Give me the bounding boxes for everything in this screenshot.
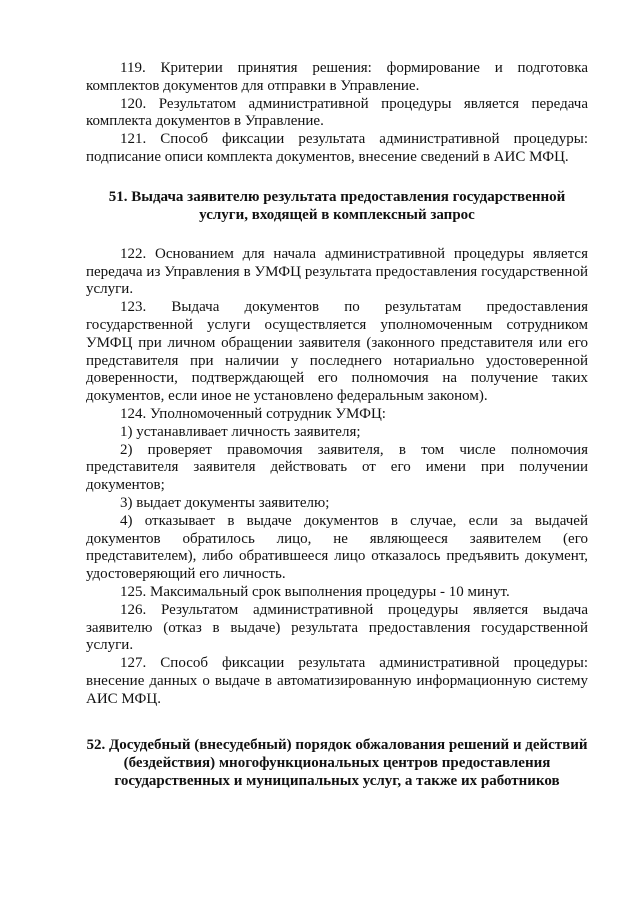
paragraph-124: 124. Уполномоченный сотрудник УМФЦ: xyxy=(120,405,386,422)
paragraph-119: 119. Критерии принятия решения: формирование и подготовка комплектов документов для отправки в Управление. xyxy=(86,60,588,94)
list-item-1: 1) устанавливает личность заявителя; xyxy=(120,423,361,440)
paragraph-122: 122. Основанием для начала административной процедуры является передача из Управления в УМФЦ результата предоставления государственной услуги. xyxy=(86,245,588,298)
paragraph-127: 127. Способ фиксации результата административной процедуры: внесение данных о выдаче в автоматизированную информационную систему АИС МФЦ. xyxy=(86,655,588,707)
paragraph-123: 123. Выдача документов по результатам предоставления государственной услуги осуществляется уполномоченным сотрудником УМФЦ при личном обращении заявителя (законного представителя или его представителя при наличии у последнего нотариально удостоверенной доверенности, подтверждающей его полномочия на получение таких документов, если иное не установлено федеральным законом). xyxy=(86,299,588,405)
paragraph-120: 120. Результатом административной процедуры является передача комплекта документов в Управление. xyxy=(86,95,588,130)
list-item-4: 4) отказывает в выдаче документов в случае, если за выдачей документов обратилось лицо, не являющееся заявителем (его представителем), либо обратившееся лицо отказалось предъявить документ, удостоверяющий его личность. xyxy=(86,512,588,583)
list-item-2: 2) проверяет правомочия заявителя, в том числе полномочия представителя заявителя действовать от его имени при получении документов; xyxy=(86,441,588,494)
paragraph-125: 125. Максимальный срок выполнения процедуры - 10 минут. xyxy=(120,583,510,600)
document-page xyxy=(86,60,588,790)
paragraph-121: 121. Способ фиксации результата административной процедуры: подписание описи комплекта документов, внесение сведений в АИС МФЦ. xyxy=(86,131,588,165)
section-51-heading: 51. Выдача заявителю результата предоставления государственной услуги, входящей в комплексный запрос xyxy=(108,188,566,223)
list-item-3: 3) выдает документы заявителю; xyxy=(120,494,330,511)
paragraph-126: 126. Результатом административной процедуры является выдача заявителю (отказ в выдаче) результата предоставления государственной услуги. xyxy=(86,601,588,654)
section-52-heading: 52. Досудебный (внесудебный) порядок обжалования решений и действий (бездействия) многофункциональных центров предоставления государственных и муниципальных услуг, а также их работников xyxy=(86,736,588,789)
